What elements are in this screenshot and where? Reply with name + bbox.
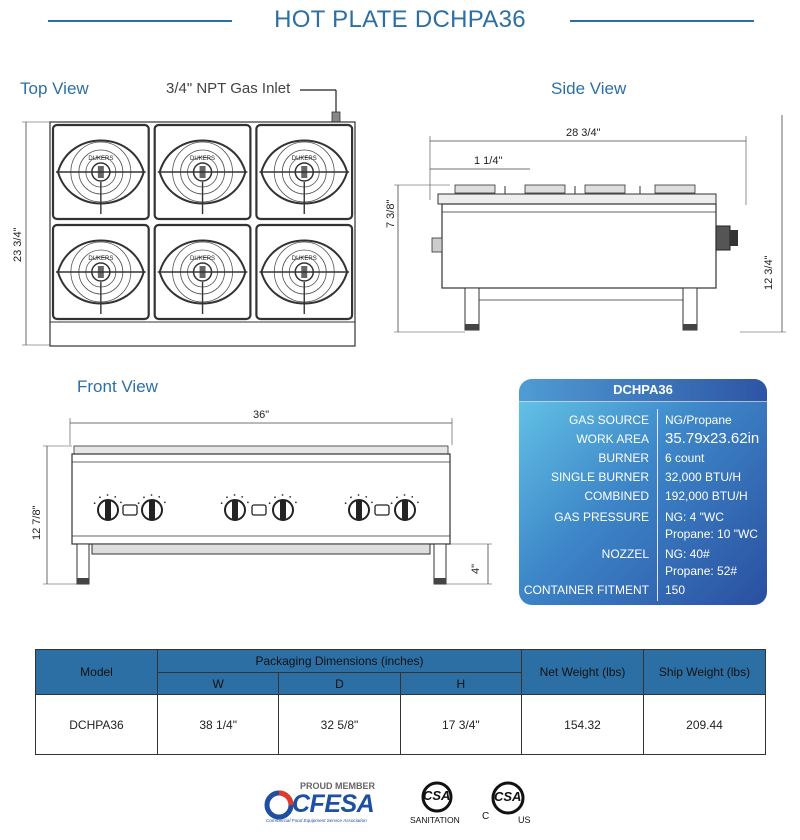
igniter-3 — [375, 505, 389, 515]
cell-net: 154.32 — [522, 695, 644, 755]
spec-value: 192,000 BTU/H — [665, 489, 748, 503]
igniter-2 — [252, 505, 266, 515]
col-h-header: H — [400, 673, 521, 695]
packaging-table — [35, 649, 766, 755]
csa-c-text: C — [482, 811, 490, 822]
spec-value: 6 count — [665, 451, 705, 465]
spec-key: NOZZEL — [601, 547, 649, 561]
svg-text:DUKERS: DUKERS — [190, 156, 216, 162]
front-leg-dim: 4" — [470, 563, 482, 574]
front-width-dim: 36" — [253, 409, 270, 421]
gas-inlet-label: 3/4" NPT Gas Inlet — [166, 80, 291, 97]
svg-text:DUKERS: DUKERS — [291, 156, 317, 162]
front-view-drawing — [0, 0, 520, 600]
cfesa-logo — [262, 781, 394, 826]
svg-text:DUKERS: DUKERS — [88, 256, 114, 262]
side-height-dim: 12 3/4" — [763, 255, 775, 290]
col-model-header: Model — [36, 650, 158, 695]
side-front-height-dim: 7 3/8" — [385, 199, 397, 228]
spec-divider — [657, 409, 658, 601]
spec-key: GAS SOURCE — [568, 413, 649, 427]
igniter-1 — [123, 505, 137, 515]
table-row — [36, 695, 766, 755]
spec-header: DCHPA36 — [519, 379, 767, 402]
spec-value: 32,000 BTU/H — [665, 470, 742, 484]
svg-text:DUKERS: DUKERS — [190, 256, 216, 262]
cell-ship: 209.44 — [644, 695, 766, 755]
spec-value: NG: 4 "WC — [665, 510, 724, 524]
col-ship-header: Ship Weight (lbs) — [644, 650, 766, 695]
side-offset-dim: 1 1/4" — [474, 155, 503, 167]
sanitation-text: SANITATION — [410, 815, 460, 825]
spec-key: WORK AREA — [576, 432, 649, 446]
csa-us-text: US — [518, 815, 531, 825]
csa-sanitation-mark: CSA — [423, 788, 451, 803]
cell-w: 38 1/4" — [158, 695, 279, 755]
spec-value: NG/Propane — [665, 413, 732, 427]
cfesa-subtitle: Commercial Food Equipment Service Association — [266, 818, 367, 823]
front-view-label: Front View — [77, 377, 158, 396]
col-w-header: W — [158, 673, 279, 695]
spec-key: COMBINED — [584, 489, 649, 503]
cell-h: 17 3/4" — [400, 695, 521, 755]
svg-text:DUKERS: DUKERS — [291, 256, 317, 262]
spec-panel — [519, 379, 767, 605]
spec-key: BURNER — [598, 451, 649, 465]
cfesa-top-text: PROUD MEMBER — [300, 781, 376, 791]
cfesa-wordmark: CFESA — [292, 790, 375, 818]
col-net-header: Net Weight (lbs) — [522, 650, 644, 695]
csa-cus-logo — [482, 781, 536, 831]
spec-key: SINGLE BURNER — [550, 470, 649, 484]
page-title: HOT PLATE DCHPA36 — [274, 6, 526, 33]
csa-cus-mark: CSA — [494, 789, 522, 804]
cfesa-swirl-icon — [264, 790, 294, 820]
spec-key: CONTAINER FITMENT — [523, 583, 649, 597]
top-view-label: Top View — [20, 79, 89, 98]
cell-model: DCHPA36 — [36, 695, 158, 755]
csa-sanitation-logo — [410, 781, 468, 827]
side-view-label: Side View — [551, 79, 627, 98]
col-dims-header: Packaging Dimensions (inches) — [158, 650, 522, 673]
spec-value-line2: Propane: 52# — [665, 564, 738, 578]
col-d-header: D — [279, 673, 400, 695]
cell-d: 32 5/8" — [279, 695, 400, 755]
front-height-dim: 12 7/8" — [31, 505, 43, 540]
spec-value: 35.79x23.62in — [665, 430, 760, 447]
top-depth-dim: 23 3/4" — [12, 227, 24, 262]
side-depth-dim: 28 3/4" — [566, 127, 601, 139]
spec-key: GAS PRESSURE — [554, 510, 649, 524]
spec-value: 150 — [665, 583, 686, 597]
svg-text:DUKERS: DUKERS — [88, 156, 114, 162]
spec-value: NG: 40# — [665, 547, 710, 561]
spec-value-line2: Propane: 10 "WC — [665, 527, 758, 541]
